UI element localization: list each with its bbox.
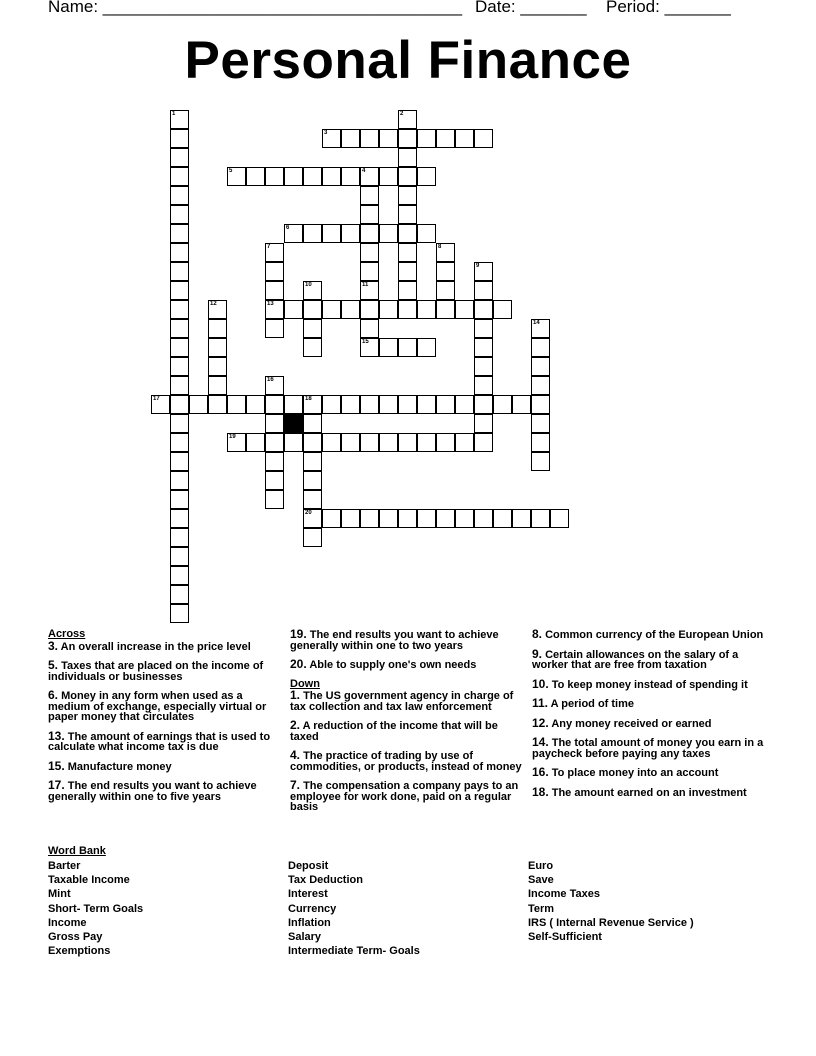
- crossword-cell[interactable]: [436, 395, 455, 414]
- crossword-cell[interactable]: [341, 433, 360, 452]
- crossword-cell[interactable]: [208, 376, 227, 395]
- clue-section-heading: Down: [290, 677, 320, 690]
- word-bank-entry: Save: [528, 874, 554, 887]
- crossword-cell[interactable]: [322, 433, 341, 452]
- crossword-cell[interactable]: [322, 395, 341, 414]
- crossword-cell[interactable]: [265, 433, 284, 452]
- crossword-cell[interactable]: [360, 319, 379, 338]
- crossword-cell[interactable]: [436, 243, 455, 262]
- crossword-cell[interactable]: [151, 395, 170, 414]
- crossword-cell[interactable]: [303, 395, 322, 414]
- clue-number: 3.: [48, 638, 59, 653]
- crossword-cell[interactable]: [474, 281, 493, 300]
- crossword-cell[interactable]: [360, 395, 379, 414]
- clue-text: The practice of trading by use of commodities, or products, instead of money: [290, 750, 522, 773]
- word-bank-entry: Intermediate Term- Goals: [288, 945, 420, 958]
- clue-text: Taxes that are placed on the income of individuals or businesses: [48, 660, 264, 683]
- crossword-cell[interactable]: [474, 509, 493, 528]
- crossword-cell[interactable]: [265, 281, 284, 300]
- crossword-cell[interactable]: [265, 300, 284, 319]
- crossword-cell[interactable]: [303, 471, 322, 490]
- clue-text: To place money into an account: [548, 767, 719, 779]
- crossword-cell[interactable]: [265, 471, 284, 490]
- word-bank-entry: Euro: [528, 860, 554, 872]
- clue-text: The amount of earnings that is used to calculate what income tax is due: [48, 730, 271, 753]
- crossword-cell[interactable]: [436, 281, 455, 300]
- name-field[interactable]: Name: ______________________________________: [48, 0, 463, 16]
- clue-text: The total amount of money you earn in a paycheck before paying any taxes: [532, 737, 764, 760]
- clue-number: 8.: [532, 627, 543, 641]
- clue-number: 2.: [290, 718, 301, 732]
- crossword-cell[interactable]: [170, 585, 189, 604]
- clue-text: Common currency of the European Union: [542, 629, 764, 641]
- clue: [290, 690, 526, 712]
- clue: [48, 728, 280, 753]
- crossword-cell[interactable]: [170, 490, 189, 509]
- crossword-cell[interactable]: [398, 338, 417, 357]
- word-bank-title: Word Bank: [48, 845, 106, 857]
- crossword-cell[interactable]: [170, 186, 189, 205]
- crossword-cell[interactable]: [493, 509, 512, 528]
- clue: [532, 715, 768, 730]
- crossword-cell[interactable]: [303, 528, 322, 547]
- clue-number: 1: [172, 111, 176, 117]
- crossword-cell[interactable]: [170, 433, 189, 452]
- clue-number: 5: [229, 168, 233, 174]
- crossword-cell[interactable]: [360, 167, 379, 186]
- crossword-cell[interactable]: [341, 224, 360, 243]
- crossword-cell[interactable]: [474, 414, 493, 433]
- word-bank-entry: Term: [528, 902, 555, 915]
- crossword-cell[interactable]: [436, 262, 455, 281]
- clue: [532, 767, 768, 779]
- clue-number: 19.: [290, 627, 307, 641]
- crossword-cell[interactable]: [379, 224, 398, 243]
- crossword-cell[interactable]: [360, 262, 379, 281]
- crossword-cell[interactable]: [360, 281, 379, 300]
- crossword-cell[interactable]: [398, 129, 417, 148]
- crossword-cell[interactable]: [170, 338, 189, 357]
- clue: [290, 780, 526, 813]
- crossword-cell[interactable]: [170, 452, 189, 471]
- crossword-cell[interactable]: [170, 319, 189, 338]
- crossword-cell[interactable]: [531, 338, 550, 357]
- crossword-black-cell: [284, 414, 303, 433]
- crossword-cell[interactable]: [170, 262, 189, 281]
- crossword-cell[interactable]: [512, 395, 531, 414]
- word-bank-entry: Gross Pay: [48, 931, 103, 944]
- clue: [48, 690, 280, 723]
- crossword-cell[interactable]: [303, 452, 322, 471]
- word-bank-entry: Interest: [288, 888, 328, 901]
- word-bank-entry: Salary: [288, 931, 322, 944]
- clue: [48, 638, 280, 653]
- clues-column-3: [532, 629, 768, 806]
- crossword-cell[interactable]: [360, 300, 379, 319]
- crossword-cell[interactable]: [303, 224, 322, 243]
- clue-text: Able to supply one's own needs: [306, 659, 477, 671]
- crossword-cell[interactable]: [531, 357, 550, 376]
- clue-text: The amount earned on an investment: [548, 786, 747, 799]
- crossword-cell[interactable]: [379, 300, 398, 319]
- clue-number: 6: [286, 225, 290, 231]
- clue-number: 4: [362, 168, 366, 174]
- crossword-cell[interactable]: [398, 281, 417, 300]
- clue-text: Any money received or earned: [548, 717, 712, 730]
- clue-number: 11: [362, 282, 369, 288]
- crossword-cell[interactable]: [398, 262, 417, 281]
- crossword-cell[interactable]: [227, 167, 246, 186]
- crossword-cell[interactable]: [417, 433, 436, 452]
- clue: [48, 660, 280, 682]
- crossword-cell[interactable]: [417, 300, 436, 319]
- clue: [290, 659, 526, 671]
- clue-number: 12: [210, 301, 217, 307]
- clue-text: Certain allowances on the salary of a worker that are free from taxation: [532, 648, 739, 671]
- crossword-cell[interactable]: [360, 224, 379, 243]
- crossword-cell[interactable]: [474, 262, 493, 281]
- crossword-cell[interactable]: [322, 167, 341, 186]
- word-bank-entry: Income: [48, 916, 87, 929]
- crossword-cell[interactable]: [170, 357, 189, 376]
- crossword-cell[interactable]: [303, 167, 322, 186]
- clue: [48, 758, 280, 773]
- crossword-cell[interactable]: [303, 338, 322, 357]
- crossword-cell[interactable]: [474, 338, 493, 357]
- word-bank-entry: Income Taxes: [528, 888, 600, 901]
- crossword-cell[interactable]: [303, 281, 322, 300]
- crossword-cell[interactable]: [474, 319, 493, 338]
- crossword-cell[interactable]: [170, 205, 189, 224]
- crossword-cell[interactable]: [531, 395, 550, 414]
- crossword-cell[interactable]: [170, 604, 189, 623]
- crossword-cell[interactable]: [398, 205, 417, 224]
- crossword-cell[interactable]: [360, 243, 379, 262]
- crossword-cell[interactable]: [474, 395, 493, 414]
- crossword-cell[interactable]: [170, 300, 189, 319]
- crossword-cell[interactable]: [170, 167, 189, 186]
- crossword-cell[interactable]: [322, 509, 341, 528]
- crossword-cell[interactable]: [284, 433, 303, 452]
- crossword-cell[interactable]: [322, 224, 341, 243]
- crossword-cell[interactable]: [227, 395, 246, 414]
- crossword-cell[interactable]: [265, 395, 284, 414]
- clue-number: 15.: [48, 758, 65, 773]
- crossword-cell[interactable]: [360, 338, 379, 357]
- clue: [290, 720, 526, 742]
- crossword-cell[interactable]: [493, 395, 512, 414]
- crossword-cell[interactable]: [398, 395, 417, 414]
- crossword-cell[interactable]: [455, 433, 474, 452]
- clue-number: 3: [324, 130, 328, 136]
- crossword-cell[interactable]: [322, 129, 341, 148]
- crossword-cell[interactable]: [284, 167, 303, 186]
- clue-number: 13: [267, 301, 274, 307]
- crossword-cell[interactable]: [170, 509, 189, 528]
- crossword-cell[interactable]: [379, 167, 398, 186]
- crossword-cell[interactable]: [360, 186, 379, 205]
- crossword-cell[interactable]: [284, 300, 303, 319]
- word-bank-entry: Exemptions: [48, 945, 111, 958]
- clue-number: 19: [229, 434, 236, 440]
- crossword-cell[interactable]: [474, 357, 493, 376]
- crossword-cell[interactable]: [436, 129, 455, 148]
- clue: [532, 737, 768, 759]
- clue-number: 20.: [290, 657, 307, 671]
- crossword-cell[interactable]: [265, 319, 284, 338]
- crossword-cell[interactable]: [512, 509, 531, 528]
- crossword-cell[interactable]: [398, 186, 417, 205]
- clue-number: 11.: [532, 696, 549, 710]
- crossword-cell[interactable]: [265, 414, 284, 433]
- crossword-cell[interactable]: [265, 490, 284, 509]
- crossword-cell[interactable]: [379, 338, 398, 357]
- crossword-cell[interactable]: [208, 395, 227, 414]
- crossword-cell[interactable]: [341, 300, 360, 319]
- clue-text: The end results you want to achieve generally within one to two years: [290, 629, 499, 652]
- crossword-cell[interactable]: [417, 395, 436, 414]
- crossword-cell[interactable]: [455, 129, 474, 148]
- crossword-cell[interactable]: [379, 433, 398, 452]
- crossword-cell[interactable]: [341, 509, 360, 528]
- crossword-cell[interactable]: [398, 110, 417, 129]
- clue: [532, 646, 768, 671]
- clue-number: 16: [267, 377, 274, 383]
- clue-number: 2: [400, 111, 404, 117]
- word-bank-entry: Deposit: [288, 860, 329, 872]
- crossword-cell[interactable]: [379, 509, 398, 528]
- word-bank-entry: Tax Deduction: [288, 874, 363, 887]
- word-bank-column-2: [288, 859, 420, 958]
- crossword-cell[interactable]: [246, 395, 265, 414]
- clue-text: Manufacture money: [64, 760, 172, 773]
- crossword-cell[interactable]: [455, 395, 474, 414]
- word-bank-entry: IRS ( Internal Revenue Service ): [528, 916, 694, 929]
- clue-number: 4.: [290, 748, 301, 762]
- crossword-cell[interactable]: [417, 129, 436, 148]
- clue-section-heading: Across: [48, 628, 86, 640]
- clue-number: 12.: [532, 715, 549, 730]
- crossword-cell[interactable]: [360, 205, 379, 224]
- crossword-cell[interactable]: [417, 167, 436, 186]
- word-bank-entry: Short- Term Goals: [48, 902, 144, 915]
- crossword-cell[interactable]: [170, 129, 189, 148]
- clue: [532, 698, 768, 710]
- word-bank-entry: Self-Sufficient: [528, 931, 602, 944]
- crossword-cell[interactable]: [531, 376, 550, 395]
- crossword-cell[interactable]: [265, 452, 284, 471]
- clue-number: 14.: [532, 735, 549, 749]
- crossword-cell[interactable]: [398, 300, 417, 319]
- crossword-cell[interactable]: [531, 433, 550, 452]
- clue-number: 10: [305, 282, 312, 288]
- clue-text: An overall increase in the price level: [58, 640, 251, 653]
- crossword-cell[interactable]: [474, 300, 493, 319]
- clue-number: 20: [305, 510, 312, 516]
- crossword-cell[interactable]: [360, 129, 379, 148]
- clue-number: 17: [153, 396, 160, 402]
- crossword-cell[interactable]: [170, 528, 189, 547]
- crossword-cell[interactable]: [474, 129, 493, 148]
- crossword-cell[interactable]: [265, 243, 284, 262]
- crossword-cell[interactable]: [227, 433, 246, 452]
- crossword-cell[interactable]: [265, 167, 284, 186]
- crossword-cell[interactable]: [474, 376, 493, 395]
- clues-column-1: [48, 629, 280, 810]
- word-bank-column-1: [48, 859, 143, 958]
- clue-text: The end results you want to achieve generally within one to five years: [48, 780, 257, 803]
- clue-number: 18.: [532, 784, 549, 799]
- crossword-cell[interactable]: [417, 224, 436, 243]
- crossword-cell[interactable]: [379, 129, 398, 148]
- crossword-cell[interactable]: [170, 110, 189, 129]
- clue-number: 7.: [290, 778, 301, 792]
- clue-text: The US government agency in charge of tax collection and tax law enforcement: [290, 690, 514, 713]
- crossword-cell[interactable]: [170, 414, 189, 433]
- period-field[interactable]: Period: _______: [606, 0, 731, 16]
- crossword-cell[interactable]: [170, 547, 189, 566]
- crossword-cell[interactable]: [531, 319, 550, 338]
- crossword-cell[interactable]: [341, 167, 360, 186]
- crossword-cell[interactable]: [170, 224, 189, 243]
- crossword-cell[interactable]: [341, 129, 360, 148]
- word-bank-entry: Barter: [48, 860, 81, 872]
- crossword-cell[interactable]: [170, 243, 189, 262]
- word-bank-entry: Currency: [288, 902, 337, 915]
- word-bank-entry: Taxable Income: [48, 874, 130, 887]
- crossword-cell[interactable]: [208, 300, 227, 319]
- crossword-cell[interactable]: [398, 509, 417, 528]
- crossword-cell[interactable]: [417, 338, 436, 357]
- clue-text: The compensation a company pays to an employee for work done, paid on a regular basis: [290, 780, 519, 813]
- word-bank-column-3: [528, 859, 694, 944]
- crossword-cell[interactable]: [436, 509, 455, 528]
- crossword-cell[interactable]: [303, 300, 322, 319]
- clue-number: 8: [438, 244, 442, 250]
- crossword-cell[interactable]: [170, 395, 189, 414]
- clue-number: 9: [476, 263, 480, 269]
- crossword-cell[interactable]: [303, 490, 322, 509]
- word-bank-entry: Inflation: [288, 916, 331, 929]
- crossword-cell[interactable]: [303, 319, 322, 338]
- crossword-cell[interactable]: [303, 414, 322, 433]
- crossword-cell[interactable]: [208, 319, 227, 338]
- clue-number: 5.: [48, 658, 59, 672]
- clue-number: 17.: [48, 778, 65, 792]
- crossword-cell[interactable]: [208, 338, 227, 357]
- crossword-cell[interactable]: [455, 300, 474, 319]
- crossword-cell[interactable]: [531, 509, 550, 528]
- crossword-cell[interactable]: [550, 509, 569, 528]
- crossword-cell[interactable]: [398, 433, 417, 452]
- clue-number: 18: [305, 396, 312, 402]
- crossword-cell[interactable]: [246, 167, 265, 186]
- clue-text: A period of time: [548, 698, 634, 710]
- crossword-cell[interactable]: [208, 357, 227, 376]
- crossword-cell[interactable]: [341, 395, 360, 414]
- clues-column-2: [290, 629, 526, 821]
- crossword-cell[interactable]: [189, 395, 208, 414]
- crossword-cell[interactable]: [360, 509, 379, 528]
- clue: [290, 750, 526, 772]
- crossword-cell[interactable]: [303, 433, 322, 452]
- clue-number: 7: [267, 244, 271, 250]
- crossword-cell[interactable]: [398, 224, 417, 243]
- clue-number: 14: [533, 320, 540, 326]
- crossword-cell[interactable]: [493, 300, 512, 319]
- clue-number: 16.: [532, 765, 549, 779]
- clue-text: A reduction of the income that will be taxed: [290, 720, 498, 743]
- crossword-cell[interactable]: [303, 509, 322, 528]
- crossword-cell[interactable]: [170, 376, 189, 395]
- crossword-cell[interactable]: [474, 433, 493, 452]
- crossword-cell[interactable]: [398, 167, 417, 186]
- crossword-cell[interactable]: [170, 471, 189, 490]
- word-bank-entry: Mint: [48, 888, 71, 901]
- crossword-cell[interactable]: [170, 281, 189, 300]
- clue: [290, 629, 526, 651]
- clue-number: 15: [362, 339, 369, 345]
- clue-number: 13.: [48, 728, 65, 743]
- page-title: Personal Finance: [184, 31, 632, 90]
- crossword-cell[interactable]: [284, 395, 303, 414]
- crossword-cell[interactable]: [379, 395, 398, 414]
- crossword-cell[interactable]: [265, 262, 284, 281]
- crossword-cell[interactable]: [170, 566, 189, 585]
- crossword-cell[interactable]: [436, 433, 455, 452]
- crossword-cell[interactable]: [170, 148, 189, 167]
- crossword-cell[interactable]: [531, 452, 550, 471]
- clue: [532, 629, 768, 641]
- crossword-cell[interactable]: [398, 243, 417, 262]
- clue: [532, 676, 768, 691]
- crossword-cell[interactable]: [360, 433, 379, 452]
- crossword-cell[interactable]: [246, 433, 265, 452]
- crossword-cell[interactable]: [417, 509, 436, 528]
- crossword-cell[interactable]: [322, 300, 341, 319]
- date-field[interactable]: Date: _______: [475, 0, 587, 16]
- crossword-cell[interactable]: [531, 414, 550, 433]
- clue-number: 6.: [48, 688, 59, 702]
- crossword-cell[interactable]: [398, 148, 417, 167]
- crossword-cell[interactable]: [455, 509, 474, 528]
- clue-number: 9.: [532, 646, 543, 661]
- clue-number: 10.: [532, 676, 549, 691]
- clue: [48, 780, 280, 802]
- clue-text: Money in any form when used as a medium of exchange, especially virtual or paper money that circulates: [48, 690, 267, 723]
- crossword-cell[interactable]: [436, 300, 455, 319]
- clue-text: To keep money instead of spending it: [548, 678, 748, 691]
- clue: [532, 784, 768, 799]
- crossword-cell[interactable]: [265, 376, 284, 395]
- clue-number: 1.: [290, 688, 301, 702]
- crossword-cell[interactable]: [284, 224, 303, 243]
